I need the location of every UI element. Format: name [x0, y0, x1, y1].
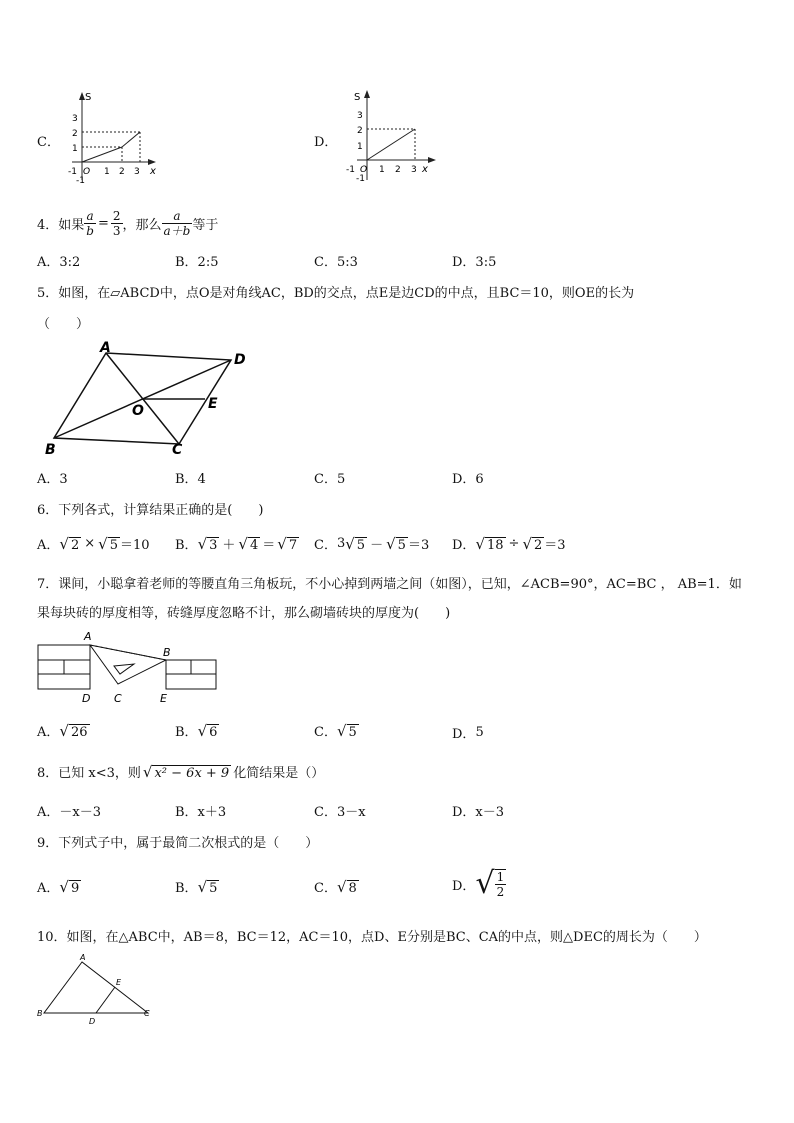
q3d-x3: 3: [411, 165, 417, 175]
q3c-y2: 2: [72, 129, 78, 139]
q10-stem: 10．如图，在△ABC中，AB＝8，BC＝12，AC＝10，点D、E分别是BC、CA的中点，则△DEC的周长为（ ）: [37, 930, 707, 945]
q4-prefix: 4．如果: [37, 217, 85, 233]
q10-label-c: C: [144, 1009, 150, 1018]
q3c-y3: 3: [72, 114, 78, 124]
q10-triangle-figure: [34, 950, 158, 1028]
q5-option-d: D．6: [452, 472, 484, 487]
q4-stem: [37, 203, 218, 243]
q5-label-b: B: [45, 442, 56, 458]
q3d-s-label: S: [354, 92, 361, 103]
q3d-y2: 2: [357, 126, 363, 136]
q3c-neg1y: -1: [76, 176, 85, 186]
q7-option-c: C． √ 5: [314, 721, 357, 740]
q3c-x1: 1: [104, 167, 110, 177]
q4-frac-2-3: $\frac{2}{3}$: [112, 208, 121, 238]
q4-option-b: B．2:5: [175, 255, 219, 270]
q3d-neg1y: -1: [356, 174, 365, 184]
q4-suffix: 等于: [192, 217, 219, 233]
q7-wall-figure: [36, 630, 224, 706]
q7-label-c: C: [114, 692, 122, 705]
q3-option-c-label: C．: [37, 135, 60, 150]
q10-label-b: B: [37, 1009, 43, 1018]
q5-option-c: C．5: [314, 472, 346, 487]
q6-option-d: D． √ 18 ÷ √ 2 ＝3: [452, 534, 566, 553]
q3c-neg1x: -1: [68, 167, 77, 177]
q10-label-e: E: [116, 978, 122, 987]
q10-label-a: A: [80, 953, 86, 962]
q4-option-c: C．5:3: [314, 255, 358, 270]
q5-option-b: B．4: [175, 472, 206, 487]
q4-eq: =: [97, 215, 109, 231]
q3c-x-label: x: [150, 166, 156, 177]
q3d-y3: 3: [357, 111, 363, 121]
q5-label-c: C: [172, 442, 183, 458]
q8-stem: 8．已知 x<3，则 √ x² − 6x + 9 化简结果是（）: [37, 762, 325, 781]
q6-stem: 6．下列各式，计算结果正确的是( ): [37, 503, 264, 518]
q7-label-a: A: [84, 630, 92, 643]
q7-label-b: B: [163, 646, 171, 659]
q3d-x2: 2: [395, 165, 401, 175]
q3d-neg1x: -1: [346, 165, 355, 175]
q5-label-o: O: [132, 403, 144, 419]
q3c-s-label: S: [85, 92, 92, 103]
q3-graph-d: [340, 88, 440, 186]
q7-option-d: D． 5: [452, 725, 484, 742]
q9-option-a: A． √ 9: [37, 877, 80, 896]
q3c-origin: O: [83, 167, 91, 177]
q3d-origin: O: [360, 165, 368, 175]
q9-option-b: B． √ 5: [175, 877, 218, 896]
q7-stem-line1: 7．课间，小聪拿着老师的等腰直角三角板玩，不小心掉到两墙之间（如图），已知，∠ACB=90°，AC=BC ， AB=1．如: [37, 577, 742, 592]
q8-option-a: A．－x－3: [37, 805, 101, 820]
q5-label-e: E: [208, 396, 218, 412]
q7-label-e: E: [160, 692, 167, 705]
q3c-x3: 3: [134, 167, 140, 177]
q4-frac-a-apb: $\frac{a}{a+b}$: [163, 208, 191, 238]
q7-option-b: B． √ 6: [175, 721, 218, 740]
q6-option-a: A． √ 2 × √ 5 ＝10: [37, 534, 150, 553]
q6-option-c: C． 3 √ 5 － √ 5 ＝3: [314, 534, 430, 553]
q3-option-d-label: D．: [314, 135, 338, 150]
q3d-x1: 1: [379, 165, 385, 175]
q5-stem: 5．如图，在▱ABCD中，点O是对角线AC，BD的交点，点E是边CD的中点，且BC＝10，则OE的长为: [37, 286, 635, 301]
q5-option-a: A．3: [37, 472, 68, 487]
q3d-y1: 1: [357, 142, 363, 152]
q4-option-a: A．3:2: [37, 255, 81, 270]
q3d-x-label: x: [422, 164, 428, 175]
q4-middle: ，那么: [122, 217, 162, 233]
q6-option-b: B． √ 3 ＋ √ 4 ＝ √ 7: [175, 534, 298, 553]
q3c-y1: 1: [72, 144, 78, 154]
q5-paren: （ ）: [37, 317, 90, 332]
q10-label-d: D: [89, 1017, 96, 1026]
q3-graph-c: [62, 88, 162, 186]
q9-option-d: D． √ $\frac{1}{2}$: [452, 866, 505, 901]
q5-label-a: A: [100, 340, 111, 356]
q4-option-d: D．3:5: [452, 255, 497, 270]
q8-option-c: C．3－x: [314, 805, 366, 820]
q5-label-d: D: [234, 352, 246, 368]
q4-frac-a-b: $\frac{a}{b}$: [86, 208, 94, 238]
q7-stem-line2: 果每块砖的厚度相等，砖缝厚度忽略不计，那么砌墙砖块的厚度为( ): [37, 606, 451, 621]
q5-parallelogram-figure: [40, 340, 270, 462]
q9-option-c: C． √ 8: [314, 877, 357, 896]
q3c-x2: 2: [119, 167, 125, 177]
q8-option-b: B．x＋3: [175, 805, 227, 820]
q8-option-d: D．x－3: [452, 805, 505, 820]
q7-option-a: A． √ 26: [37, 721, 88, 740]
q7-label-d: D: [82, 692, 91, 705]
q9-stem: 9．下列式子中，属于最简二次根式的是（ ）: [37, 836, 319, 851]
